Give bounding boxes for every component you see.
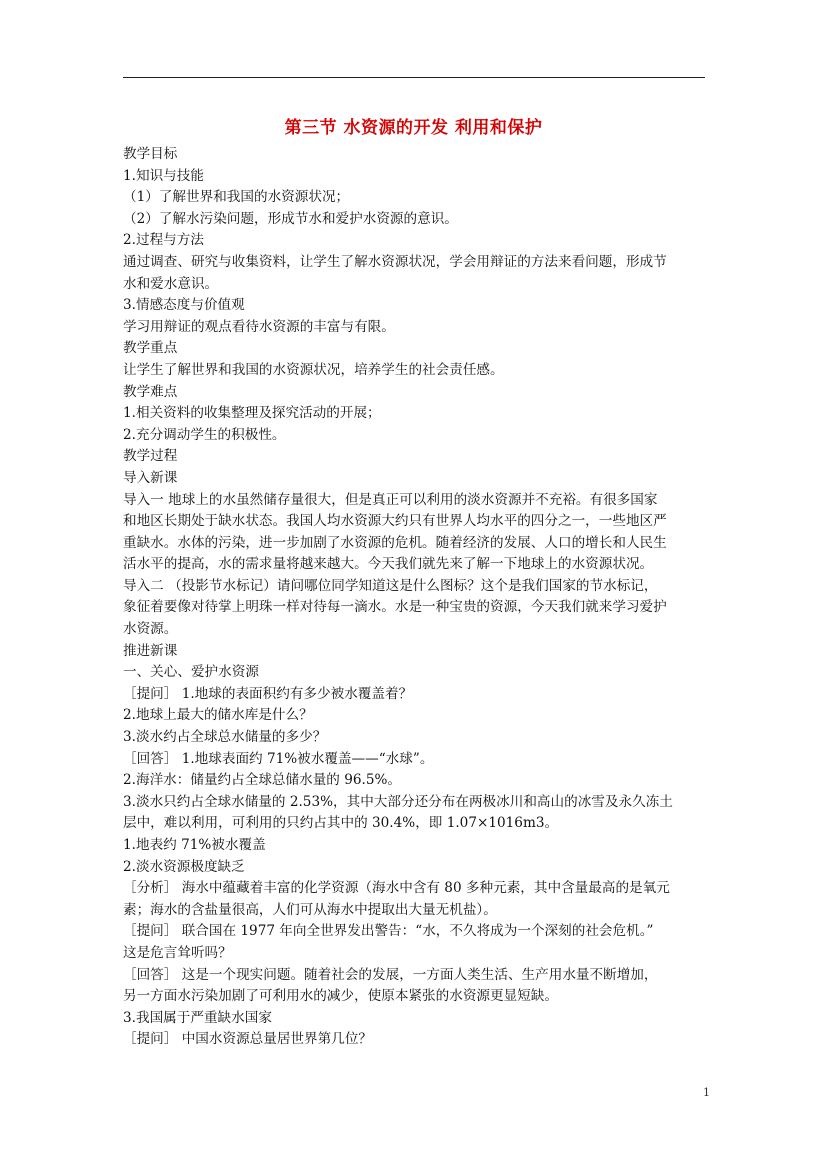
text-line: 素；海水的含盐量很高，人们可从海水中提取出大量无机盐）。 [123, 901, 497, 918]
text-line: 一、关心、爱护水资源 [123, 664, 259, 681]
text-line: （1）了解世界和我国的水资源状况； [123, 189, 350, 206]
text-line: 象征着要像对待掌上明珠一样对待每一滴水。水是一种宝贵的资源，今天我们就来学习爱护 [123, 599, 667, 616]
text-line: 导入新课 [123, 469, 178, 486]
section-heading-key-points: 教学重点 [123, 340, 178, 357]
document-body [123, 144, 705, 1051]
text-line: 2.充分调动学生的积极性。 [123, 426, 286, 443]
text-line: 3.淡水只约占全球水储量的 2.53%，其中大部分还分布在两极冰川和高山的冰雪及永久冻土 [123, 793, 673, 810]
text-line: 2.淡水资源极度缺乏 [123, 858, 245, 875]
text-line: 重缺水。水体的污染，进一步加剧了水资源的危机。随着经济的发展、人口的增长和人民生 [123, 534, 667, 551]
text-line: 另一方面水污染加剧了可利用水的减少，使原本紧张的水资源更显短缺。 [123, 988, 558, 1005]
text-line: 水和爱水意识。 [123, 275, 219, 292]
section-heading-objectives: 教学目标 [123, 146, 178, 162]
text-line: 推进新课 [123, 642, 178, 659]
text-line: 和地区长期处于缺水状态。我国人均水资源大约只有世界人均水平的四分之一，一些地区严 [123, 513, 667, 530]
page-title: 第三节 水资源的开发 利用和保护 [284, 118, 543, 138]
text-line: 层中，难以利用，可利用的只约占其中的 30.4%，即 1.07×1016m3。 [123, 815, 559, 832]
text-line: 2.地球上最大的储水库是什么？ [123, 707, 313, 724]
text-line: 这是危言耸听吗？ [123, 944, 232, 961]
text-line: 通过调查、研究与收集资料，让学生了解水资源状况，学会用辩证的方法来看问题，形成节 [123, 253, 667, 270]
text-line: 1.地表约 71%被水覆盖 [123, 837, 266, 853]
text-line: ［分析］ 海水中蕴藏着丰富的化学资源（海水中含有 80 多种元素，其中含量最高的是氧元 [123, 880, 670, 897]
text-line: 2.过程与方法 [123, 232, 204, 249]
text-line: 活水平的提高，水的需求量将越来越大。今天我们就先来了解一下地球上的水资源状况。 [123, 556, 654, 573]
text-line: 3.淡水约占全球总水储量的多少？ [123, 729, 327, 746]
text-line: 2.海洋水：储量约占全球总储水量的 96.5%。 [123, 772, 401, 789]
text-line: （2）了解水污染问题，形成节水和爱护水资源的意识。 [123, 210, 458, 227]
text-line: 1.相关资料的收集整理及探究活动的开展； [123, 405, 381, 422]
text-line: 导入一 地球上的水虽然储存量很大，但是真正可以利用的淡水资源并不充裕。有很多国家 [123, 491, 658, 508]
text-line: 1.知识与技能 [123, 167, 204, 184]
text-line: ［提问］ 中国水资源总量居世界第几位？ [123, 1031, 373, 1048]
text-line: ［提问］ 联合国在 1977 年向全世界发出警告：“水，不久将成为一个深刻的社会危机。” [123, 923, 654, 940]
page-number: 1 [703, 1086, 710, 1099]
text-line: ［回答］ 这是一个现实问题。随着社会的发展，一方面人类生活、生产用水量不断增加， [123, 966, 658, 983]
text-line: 学习用辩证的观点看待水资源的丰富与有限。 [123, 318, 395, 335]
text-line: 3.情感态度与价值观 [123, 297, 245, 314]
section-heading-difficulties: 教学难点 [123, 383, 178, 400]
text-line: 导入二 （投影节水标记）请问哪位同学知道这是什么图标？这个是我们国家的节水标记， [123, 577, 658, 594]
text-line: 水资源。 [123, 621, 178, 638]
text-line: ［回答］ 1.地球表面约 71%被水覆盖——“水球”。 [123, 750, 434, 767]
header-rule [123, 77, 705, 78]
text-line: 3.我国属于严重缺水国家 [123, 1009, 272, 1026]
section-heading-process: 教学过程 [123, 448, 178, 465]
text-line: ［提问］ 1.地球的表面积约有多少被水覆盖着？ [123, 685, 413, 702]
text-line: 让学生了解世界和我国的水资源状况，培养学生的社会责任感。 [123, 361, 504, 378]
